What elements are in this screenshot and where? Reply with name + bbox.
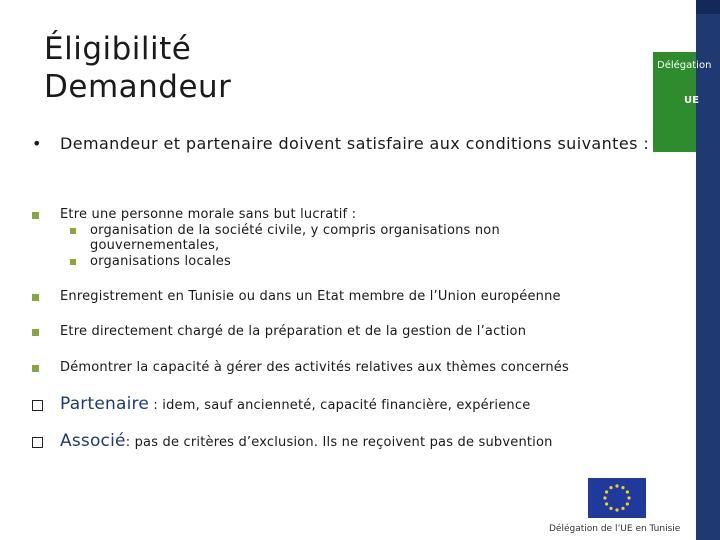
associe-line bbox=[60, 433, 553, 451]
main-bullet-dot: • bbox=[32, 134, 42, 153]
side-blue-top bbox=[696, 0, 720, 14]
side-blue-strip bbox=[696, 0, 720, 540]
square-bullet-icon bbox=[70, 228, 76, 234]
item-4: Démontrer la capacité à gérer des activités relatives aux thèmes concernés bbox=[60, 360, 569, 375]
subitem-2: organisations locales bbox=[90, 254, 231, 269]
footer-text: Délégation de l’UE en Tunisie bbox=[549, 524, 681, 534]
square-bullet-icon bbox=[32, 294, 39, 301]
eu-flag-stars bbox=[588, 478, 646, 518]
subitem-1: organisation de la société civile, y compris organisations non gouvernementales, bbox=[90, 223, 500, 253]
checkbox-icon bbox=[32, 437, 43, 448]
partenaire-text: : idem, sauf ancienneté, capacité financière, expérience bbox=[149, 398, 531, 413]
associe-lead: Associé bbox=[60, 431, 126, 451]
partenaire-line bbox=[60, 396, 530, 414]
square-bullet-icon bbox=[32, 212, 39, 219]
side-label-ue: UE bbox=[684, 95, 699, 106]
square-bullet-icon bbox=[32, 365, 39, 372]
item-3: Etre directement chargé de la préparation et de la gestion de l’action bbox=[60, 324, 527, 339]
title-line-1: Éligibilité bbox=[44, 31, 192, 67]
side-label-delegation: Délégation bbox=[657, 60, 712, 71]
checkbox-icon bbox=[32, 400, 43, 411]
item-2: Enregistrement en Tunisie ou dans un Etat membre de l’Union européenne bbox=[60, 289, 561, 304]
eu-flag-icon bbox=[588, 478, 646, 518]
partenaire-lead: Partenaire bbox=[60, 394, 150, 414]
slide-title bbox=[44, 30, 231, 106]
square-bullet-icon bbox=[32, 329, 39, 336]
main-point: Demandeur et partenaire doivent satisfaire aux conditions suivantes : bbox=[60, 134, 650, 153]
square-bullet-icon bbox=[70, 259, 76, 265]
title-line-2: Demandeur bbox=[44, 69, 232, 105]
associe-text: : pas de critères d’exclusion. Ils ne reçoivent pas de subvention bbox=[125, 435, 553, 450]
item-1: Etre une personne morale sans but lucratif : bbox=[60, 207, 357, 222]
